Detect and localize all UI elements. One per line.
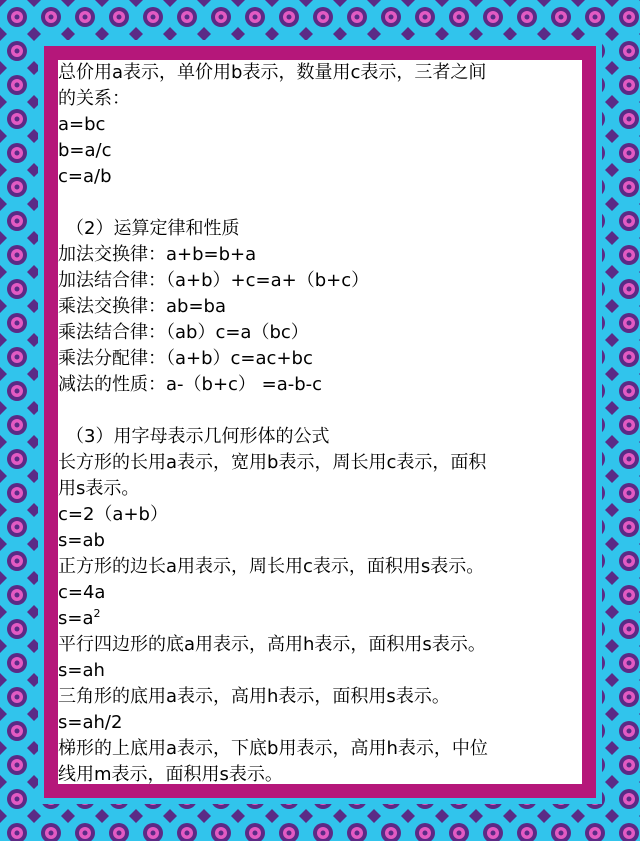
- square-area-formula: [58, 606, 582, 632]
- rectangle-perimeter-formula: c=2（a+b）: [58, 504, 168, 525]
- formula-a: a=bc: [58, 114, 106, 135]
- section3-heading: （3）用字母表示几何形体的公式: [66, 426, 330, 447]
- formula-text-panel: [58, 60, 582, 784]
- rectangle-area-formula: s=ab: [58, 530, 105, 551]
- formula-c: c=a/b: [58, 166, 112, 187]
- rectangle-desc-line1: 长方形的长用a表示，宽用b表示，周长用c表示，面积: [58, 452, 487, 473]
- square-desc: 正方形的边长a用表示，周长用c表示，面积用s表示。: [58, 556, 485, 577]
- parallelogram-desc: 平行四边形的底a用表示，高用h表示，面积用s表示。: [58, 634, 486, 655]
- law-subtraction: 减法的性质：a-（b+c） =a-b-c: [58, 374, 323, 395]
- parallelogram-area-formula: s=ah: [58, 660, 105, 681]
- law-add-commutative: 加法交换律：a+b=b+a: [58, 244, 257, 265]
- spacer: [58, 398, 582, 424]
- spacer: [58, 190, 582, 216]
- formula-b: b=a/c: [58, 140, 112, 161]
- square-area-exponent: 2: [93, 607, 101, 620]
- rectangle-desc-line2: 用s表示。: [58, 478, 140, 499]
- law-mul-associative: 乘法结合律：（ab）c=a（bc）: [58, 322, 309, 343]
- section2-heading: （2）运算定律和性质: [66, 218, 240, 239]
- square-perimeter-formula: c=4a: [58, 582, 106, 603]
- triangle-desc: 三角形的底用a表示，高用h表示，面积用s表示。: [58, 686, 450, 707]
- trapezoid-desc-line2: 线用m表示，面积用s表示。: [58, 764, 283, 784]
- trapezoid-desc-line1: 梯形的上底用a表示，下底b用表示，高用h表示，中位: [58, 738, 488, 759]
- law-mul-distributive: 乘法分配律：（a+b）c=ac+bc: [58, 348, 313, 369]
- square-area-base: s=a: [58, 608, 94, 629]
- law-mul-commutative: 乘法交换律：ab=ba: [58, 296, 226, 317]
- section1-intro-line1: 总价用a表示，单价用b表示，数量用c表示，三者之间: [58, 62, 487, 83]
- section1-intro-line2: 的关系：: [58, 88, 130, 109]
- triangle-area-formula: s=ah/2: [58, 712, 123, 733]
- law-add-associative: 加法结合律：（a+b）+c=a+（b+c）: [58, 270, 370, 291]
